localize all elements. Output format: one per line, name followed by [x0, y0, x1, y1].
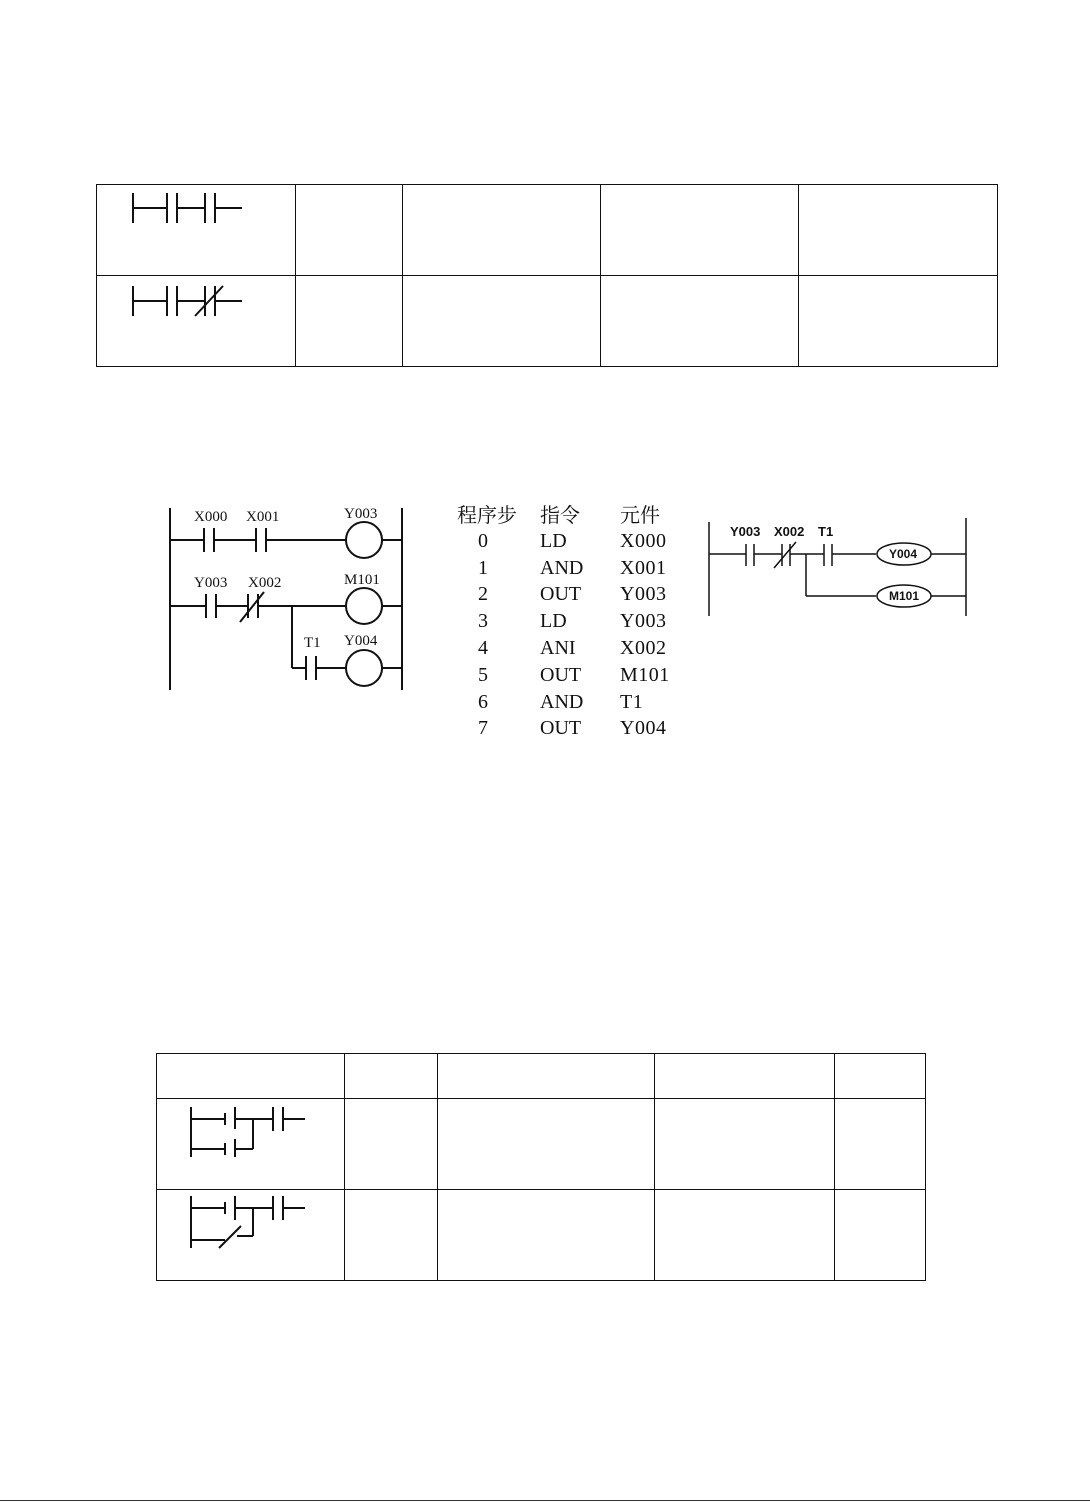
instruction-mnemonic: AND — [540, 690, 584, 713]
coil-label-y004-right: Y004 — [889, 547, 918, 561]
instruction-row — [452, 716, 692, 743]
table-cell — [799, 276, 998, 367]
element-operand: X002 — [620, 637, 667, 660]
instruction-mnemonic: OUT — [540, 717, 582, 740]
table-header-cell — [345, 1054, 438, 1099]
instruction-mnemonic: LD — [540, 529, 567, 552]
table-cell — [835, 1190, 926, 1281]
instruction-row — [452, 608, 692, 635]
instruction-mnemonic: OUT — [540, 663, 582, 686]
step-number: 6 — [478, 690, 488, 713]
series-nc-contact-symbol-cell — [97, 276, 296, 367]
coil-label-m101: M101 — [344, 572, 380, 588]
element-operand: Y003 — [620, 583, 667, 606]
instruction-mnemonic: LD — [540, 610, 567, 633]
parallel-nc-contact-symbol — [157, 1190, 345, 1281]
parallel-no-contact-symbol — [157, 1099, 345, 1190]
ladder-diagram-right — [700, 510, 980, 630]
contact-label-x001: X001 — [246, 509, 280, 525]
table-cell — [601, 276, 799, 367]
table-cell — [296, 185, 403, 276]
table-cell — [601, 185, 799, 276]
table-cell — [438, 1190, 655, 1281]
contact-label-y003: Y003 — [194, 575, 228, 591]
parallel-contact-symbol-cell — [157, 1099, 345, 1190]
table-header-cell — [655, 1054, 835, 1099]
element-operand: M101 — [620, 663, 670, 686]
table-cell — [655, 1099, 835, 1190]
element-operand: X000 — [620, 529, 667, 552]
step-number: 0 — [478, 529, 488, 552]
header-instruction: 指令 — [540, 505, 580, 527]
instruction-row — [452, 635, 692, 662]
instruction-row — [452, 528, 692, 555]
element-operand: Y004 — [620, 717, 667, 740]
instruction-list-header — [452, 500, 692, 528]
coil-label-y004: Y004 — [344, 633, 378, 649]
table-cell — [835, 1099, 926, 1190]
instruction-mnemonic: ANI — [540, 637, 576, 660]
bottom-table — [156, 1053, 926, 1281]
table-cell — [296, 276, 403, 367]
table-header-cell — [438, 1054, 655, 1099]
series-no-contact-symbol — [97, 185, 296, 276]
step-number: 3 — [478, 610, 488, 633]
instruction-mnemonic: OUT — [540, 583, 582, 606]
top-table — [96, 184, 998, 367]
step-number: 4 — [478, 637, 488, 660]
table-cell — [438, 1099, 655, 1190]
table-header-cell — [835, 1054, 926, 1099]
instruction-row — [452, 662, 692, 689]
table-header-cell — [157, 1054, 345, 1099]
coil-label-m101-right: M101 — [889, 589, 920, 603]
header-element: 元件 — [620, 505, 660, 527]
element-operand: T1 — [620, 690, 644, 713]
page-footer-rule — [0, 1500, 1090, 1501]
step-number: 1 — [478, 556, 488, 579]
instruction-list-rows — [452, 528, 692, 742]
instruction-mnemonic: AND — [540, 556, 584, 579]
contact-label-x002: X002 — [248, 575, 282, 591]
table-cell — [655, 1190, 835, 1281]
step-number: 7 — [478, 717, 488, 740]
series-nc-contact-symbol — [97, 276, 296, 367]
step-number: 5 — [478, 663, 488, 686]
table-cell — [799, 185, 998, 276]
contact-label-y003-right: Y003 — [730, 524, 761, 539]
series-contact-symbol-cell — [97, 185, 296, 276]
instruction-row — [452, 582, 692, 609]
instruction-list — [452, 500, 692, 742]
instruction-row — [452, 689, 692, 716]
contact-label-t1-right: T1 — [818, 524, 834, 539]
contact-label-t1: T1 — [304, 635, 321, 651]
instruction-row — [452, 555, 692, 582]
table-cell — [345, 1190, 438, 1281]
coil-label-y003: Y003 — [344, 506, 378, 522]
table-cell — [403, 276, 601, 367]
table-cell — [345, 1099, 438, 1190]
element-operand: X001 — [620, 556, 667, 579]
table-cell — [403, 185, 601, 276]
contact-label-x002-right: X002 — [774, 524, 805, 539]
ladder-diagram-left — [160, 500, 420, 700]
contact-label-x000: X000 — [194, 509, 228, 525]
parallel-nc-contact-symbol-cell — [157, 1190, 345, 1281]
header-step: 程序步 — [457, 505, 517, 527]
step-number: 2 — [478, 583, 488, 606]
element-operand: Y003 — [620, 610, 667, 633]
